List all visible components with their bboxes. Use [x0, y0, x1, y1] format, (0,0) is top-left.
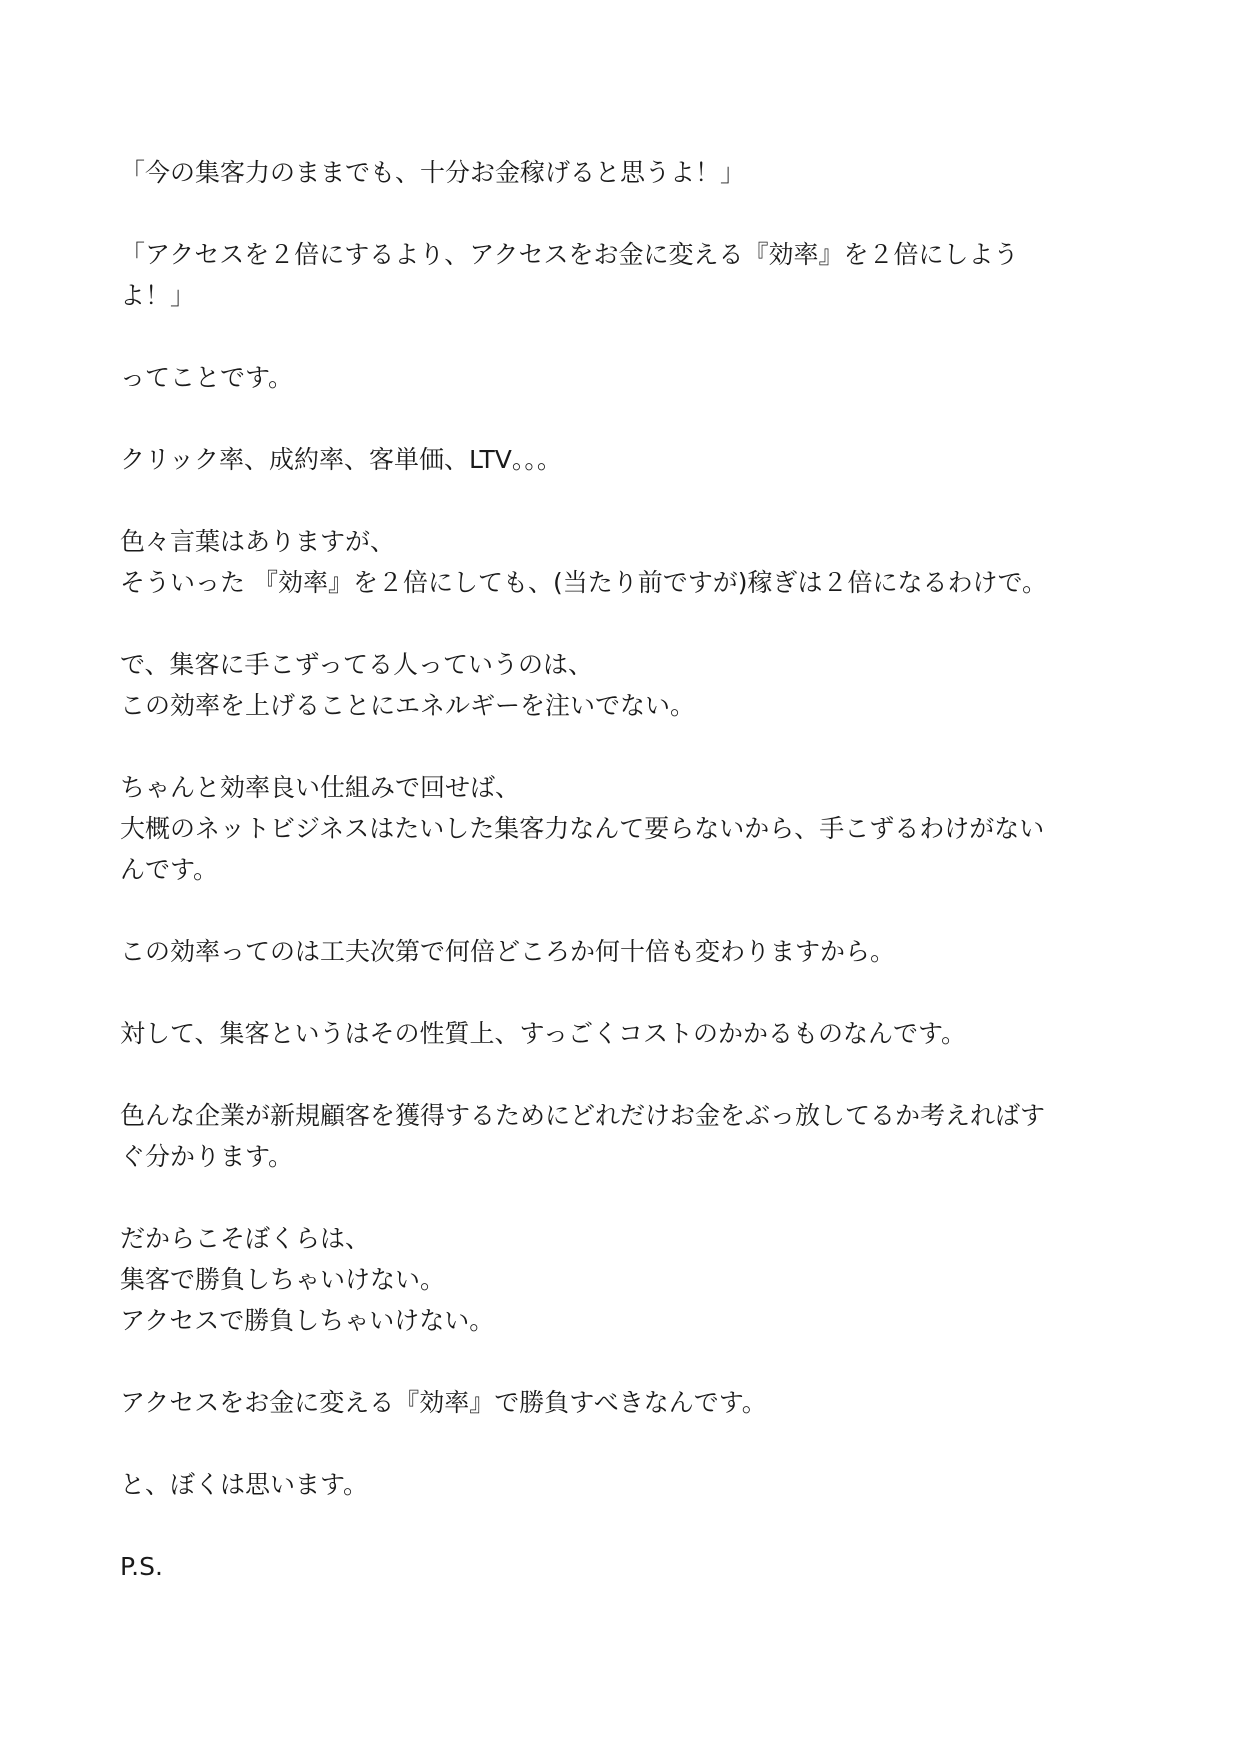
text-line: この効率を上げることにエネルギーを注いでない。 — [120, 691, 696, 720]
text-line: クリック率、成約率、客単価、LTV。。。 — [120, 445, 562, 474]
paragraph — [120, 439, 1130, 480]
text-line: そういった 『効率』を２倍にしても、(当たり前ですが)稼ぎは２倍になるわけで。 — [120, 568, 1047, 597]
text-line: ぐ分かります。 — [120, 1142, 294, 1171]
paragraph — [120, 1464, 1130, 1505]
text-line: アクセスで勝負しちゃいけない。 — [120, 1306, 495, 1335]
text-line: 色んな企業が新規顧客を獲得するためにどれだけお金をぶっ放してるか考えればす — [120, 1101, 1046, 1130]
paragraph — [120, 152, 1130, 193]
paragraph — [120, 521, 1130, 603]
text-line: 「アクセスを２倍にするより、アクセスをお金に変える『効率』を２倍にしよう — [120, 240, 1019, 269]
paragraph — [120, 1546, 1130, 1587]
text-line: アクセスをお金に変える『効率』で勝負すべきなんです。 — [120, 1388, 767, 1417]
text-line: んです。 — [120, 855, 219, 884]
text-line: よ！」 — [120, 281, 196, 310]
document-body — [120, 152, 1130, 1628]
text-line: ちゃんと効率良い仕組みで回せば、 — [120, 773, 521, 802]
paragraph — [120, 644, 1130, 726]
text-line: と、ぼくは思います。 — [120, 1470, 369, 1499]
text-line: この効率ってのは工夫次第で何倍どころか何十倍も変わりますから。 — [120, 937, 896, 966]
paragraph — [120, 234, 1130, 316]
text-line: P.S. — [120, 1552, 163, 1581]
text-line: 色々言葉はありますが、 — [120, 527, 396, 556]
paragraph — [120, 767, 1130, 890]
text-line: で、集客に手こずってる人っていうのは、 — [120, 650, 594, 679]
paragraph — [120, 1382, 1130, 1423]
text-line: 対して、集客というはその性質上、すっごくコストのかかるものなんです。 — [120, 1019, 967, 1048]
text-line: ってことです。 — [120, 363, 294, 392]
paragraph — [120, 931, 1130, 972]
paragraph — [120, 357, 1130, 398]
text-line: 「今の集客力のままでも、十分お金稼げると思うよ！」 — [120, 158, 746, 187]
paragraph — [120, 1095, 1130, 1177]
paragraph — [120, 1218, 1130, 1341]
text-line: だからこそぼくらは、 — [120, 1224, 371, 1253]
paragraph — [120, 1013, 1130, 1054]
text-line: 大概のネットビジネスはたいした集客力なんて要らないから、手こずるわけがない — [120, 814, 1045, 843]
text-line: 集客で勝負しちゃいけない。 — [120, 1265, 446, 1294]
